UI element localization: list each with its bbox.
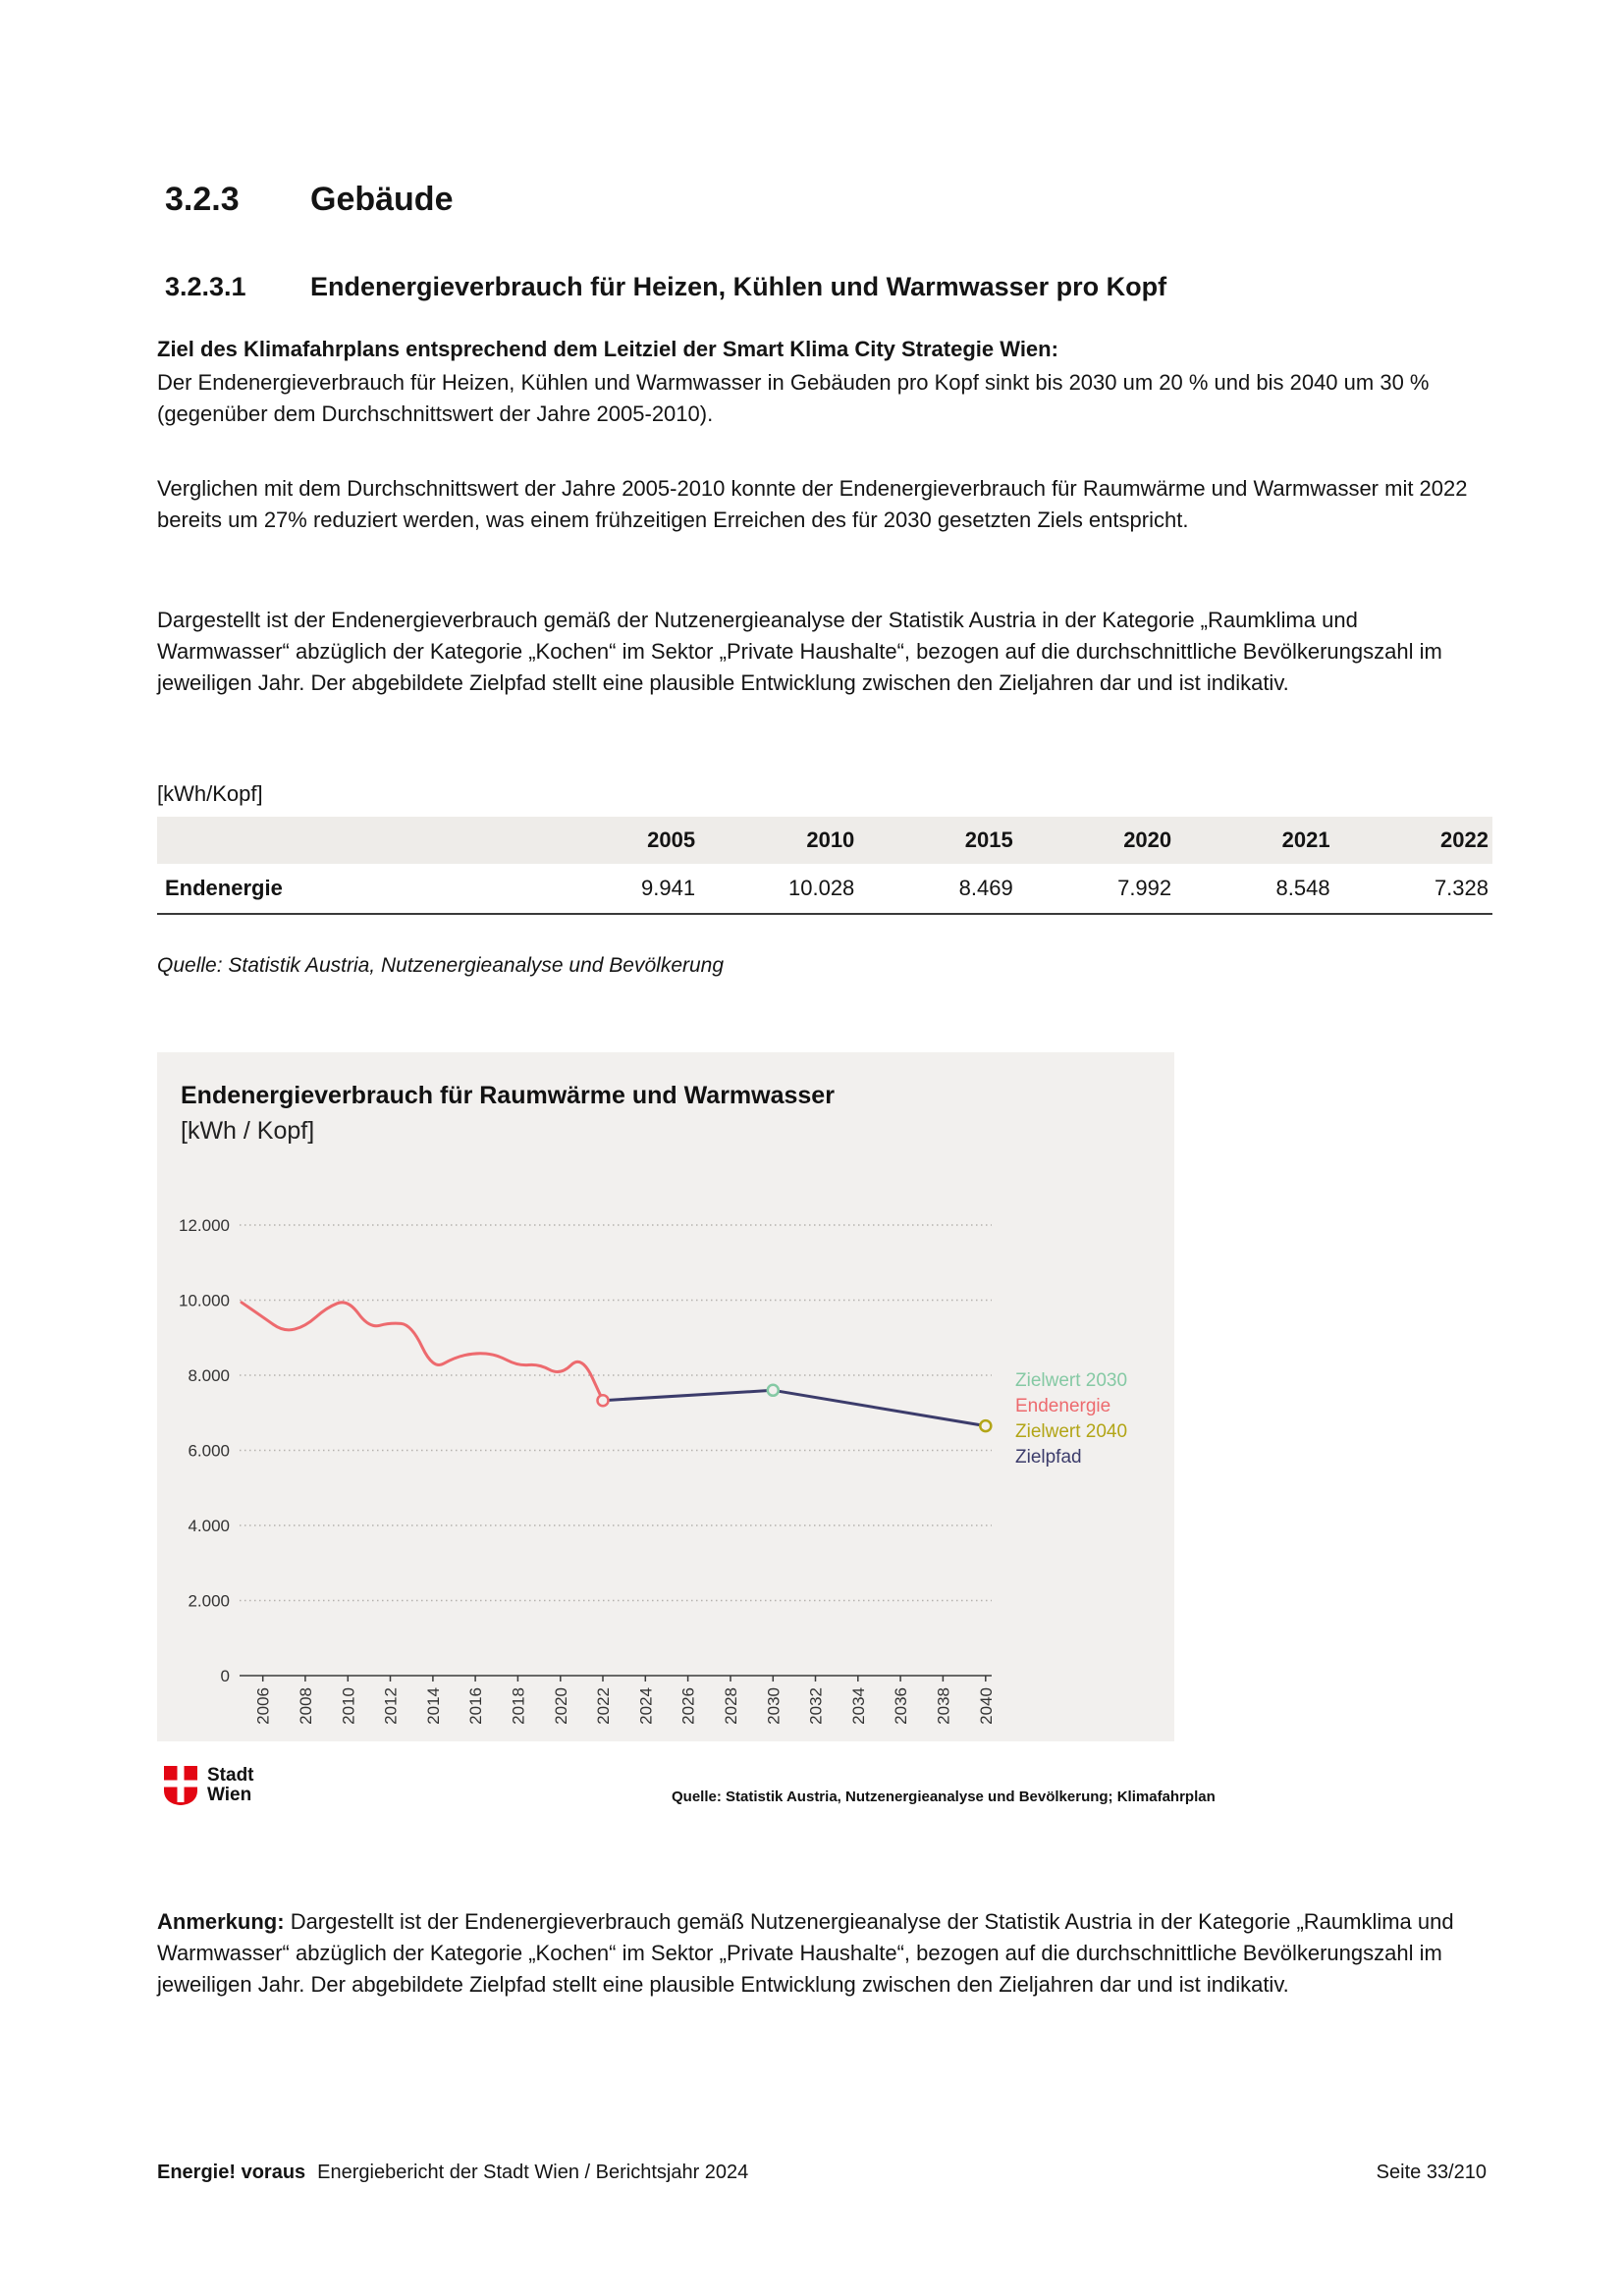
footer-text: Energiebericht der Stadt Wien / Berichtsjahr 2024	[317, 2162, 749, 2183]
x-tick-label: 2018	[509, 1687, 528, 1725]
column-header: 2022	[1334, 817, 1492, 864]
note-text: Dargestellt ist der Endenergieverbrauch gemäß Nutzenergieanalyse der Statistik Austria in der Kategorie „Raumklima und Warmwasser“ abzüglich der Kategorie „Kochen“ im Sektor „Private Haushalte“, bezogen auf die durchschnittliche Bevölkerungszahl im jeweiligen Jahr. Der abgebildete Zielpfad stellt eine plausible Entwicklung zwischen den Zieljahren dar und ist indikativ.	[157, 1909, 1454, 1997]
footer-left	[157, 2162, 748, 2184]
series-endenergie	[242, 1303, 603, 1401]
logo-text-line2: Wien	[207, 1785, 252, 1805]
logo-text	[207, 1766, 254, 1805]
marker-zielwert-2030	[768, 1385, 779, 1396]
x-tick-label: 2026	[678, 1687, 698, 1725]
column-header: 2021	[1175, 817, 1333, 864]
chart-legend	[1015, 1368, 1127, 1470]
energy-table	[157, 817, 1492, 915]
x-tick-label: 2024	[636, 1687, 656, 1725]
logo-text-line1: Stadt	[207, 1765, 254, 1786]
paragraph-1: Verglichen mit dem Durchschnittswert der Jahre 2005-2010 konnte der Endenergieverbrauch für Raumwärme und Warmwasser mit 2022 bereits um 27% reduziert werden, was einem frühzeitigen Erreichen des für 2030 gesetzten Ziels entspricht.	[157, 476, 1468, 532]
section-heading	[165, 181, 453, 219]
section-number: 3.2.3	[165, 181, 240, 218]
subsection-number: 3.2.3.1	[165, 272, 246, 301]
wien-crest-icon	[163, 1765, 198, 1806]
y-tick-label: 12.000	[179, 1216, 230, 1235]
note	[157, 1906, 1492, 2001]
x-tick-label: 2008	[296, 1687, 315, 1725]
column-header: 2015	[858, 817, 1016, 864]
subsection-title: Endenergieverbrauch für Heizen, Kühlen und Warmwasser pro Kopf	[310, 272, 1167, 301]
table-header-row	[157, 817, 1492, 864]
subsection-heading	[165, 272, 1166, 302]
footer-brand: Energie! voraus	[157, 2162, 306, 2183]
x-tick-label: 2010	[339, 1687, 358, 1725]
chart-subtitle: [kWh / Kopf]	[181, 1117, 315, 1145]
chart-figure	[157, 1052, 1174, 1741]
goal-heading: Ziel des Klimafahrplans entsprechend dem Leitziel der Smart Klima City Strategie Wien:	[157, 337, 1058, 361]
legend-zielpfad: Zielpfad	[1015, 1447, 1082, 1468]
table-cell: 7.992	[1017, 864, 1175, 914]
x-tick-label: 2040	[976, 1687, 996, 1725]
figure-source: Quelle: Statistik Austria, Nutzenergieanalyse und Bevölkerung; Klimafahrplan	[672, 1789, 1216, 1805]
legend-zielwert-2040: Zielwert 2040	[1015, 1421, 1128, 1442]
y-tick-label: 8.000	[188, 1366, 230, 1385]
section-title: Gebäude	[310, 181, 454, 218]
chart-title: Endenergieverbrauch für Raumwärme und Warmwasser	[181, 1082, 835, 1109]
x-tick-label: 2030	[764, 1687, 784, 1725]
table-source: Quelle: Statistik Austria, Nutzenergieanalyse und Bevölkerung	[157, 954, 725, 977]
table-cell: 8.548	[1175, 864, 1333, 914]
y-tick-label: 2.000	[188, 1591, 230, 1611]
y-tick-label: 6.000	[188, 1441, 230, 1461]
legend-endenergie: Endenergie	[1015, 1396, 1111, 1416]
marker-zielwert-2040	[980, 1420, 991, 1431]
page-footer	[157, 2162, 1487, 2184]
y-tick-label: 4.000	[188, 1517, 230, 1535]
x-tick-label: 2034	[848, 1687, 868, 1725]
x-tick-label: 2012	[381, 1687, 401, 1725]
column-header: 2020	[1017, 817, 1175, 864]
column-header: 2005	[541, 817, 699, 864]
marker-endenergie-2022	[598, 1395, 609, 1406]
series-zielpfad	[603, 1390, 986, 1425]
unit-label: [kWh/Kopf]	[157, 781, 263, 806]
x-tick-label: 2032	[806, 1687, 826, 1725]
table-cell: 7.328	[1334, 864, 1492, 914]
x-tick-label: 2036	[892, 1687, 911, 1725]
page-number: Seite 33/210	[1376, 2162, 1487, 2183]
row-label: Endenergie	[157, 864, 541, 914]
column-header-empty	[157, 817, 541, 864]
goal-text: Der Endenergieverbrauch für Heizen, Kühlen und Warmwasser in Gebäuden pro Kopf sinkt bis 2030 um 20 % und bis 2040 um 30 % (gegenüber dem Durchschnittswert der Jahre 2005-2010).	[157, 370, 1430, 426]
table-row	[157, 864, 1492, 914]
y-tick-label: 10.000	[179, 1291, 230, 1310]
table-cell: 10.028	[699, 864, 858, 914]
note-label: Anmerkung:	[157, 1909, 285, 1934]
table-cell: 8.469	[858, 864, 1016, 914]
x-tick-label: 2038	[934, 1687, 953, 1725]
x-tick-label: 2020	[551, 1687, 570, 1725]
x-tick-label: 2016	[466, 1687, 486, 1725]
x-tick-label: 2022	[594, 1687, 613, 1725]
legend-zielwert-2030: Zielwert 2030	[1015, 1370, 1128, 1391]
table-cell: 9.941	[541, 864, 699, 914]
x-tick-label: 2006	[253, 1687, 273, 1725]
paragraph-2: Dargestellt ist der Endenergieverbrauch gemäß der Nutzenergieanalyse der Statistik Austria in der Kategorie „Raumklima und Warmwasser“ abzüglich der Kategorie „Kochen“ im Sektor „Private Haushalte“, bezogen auf die durchschnittliche Bevölkerungszahl im jeweiligen Jahr. Der abgebildete Zielpfad stellt eine plausible Entwicklung zwischen den Zieljahren dar und ist indikativ.	[157, 608, 1442, 695]
y-tick-label: 0	[220, 1667, 230, 1685]
x-tick-label: 2014	[423, 1687, 443, 1725]
stadt-wien-logo	[163, 1765, 254, 1806]
column-header: 2010	[699, 817, 858, 864]
x-tick-label: 2028	[722, 1687, 740, 1725]
